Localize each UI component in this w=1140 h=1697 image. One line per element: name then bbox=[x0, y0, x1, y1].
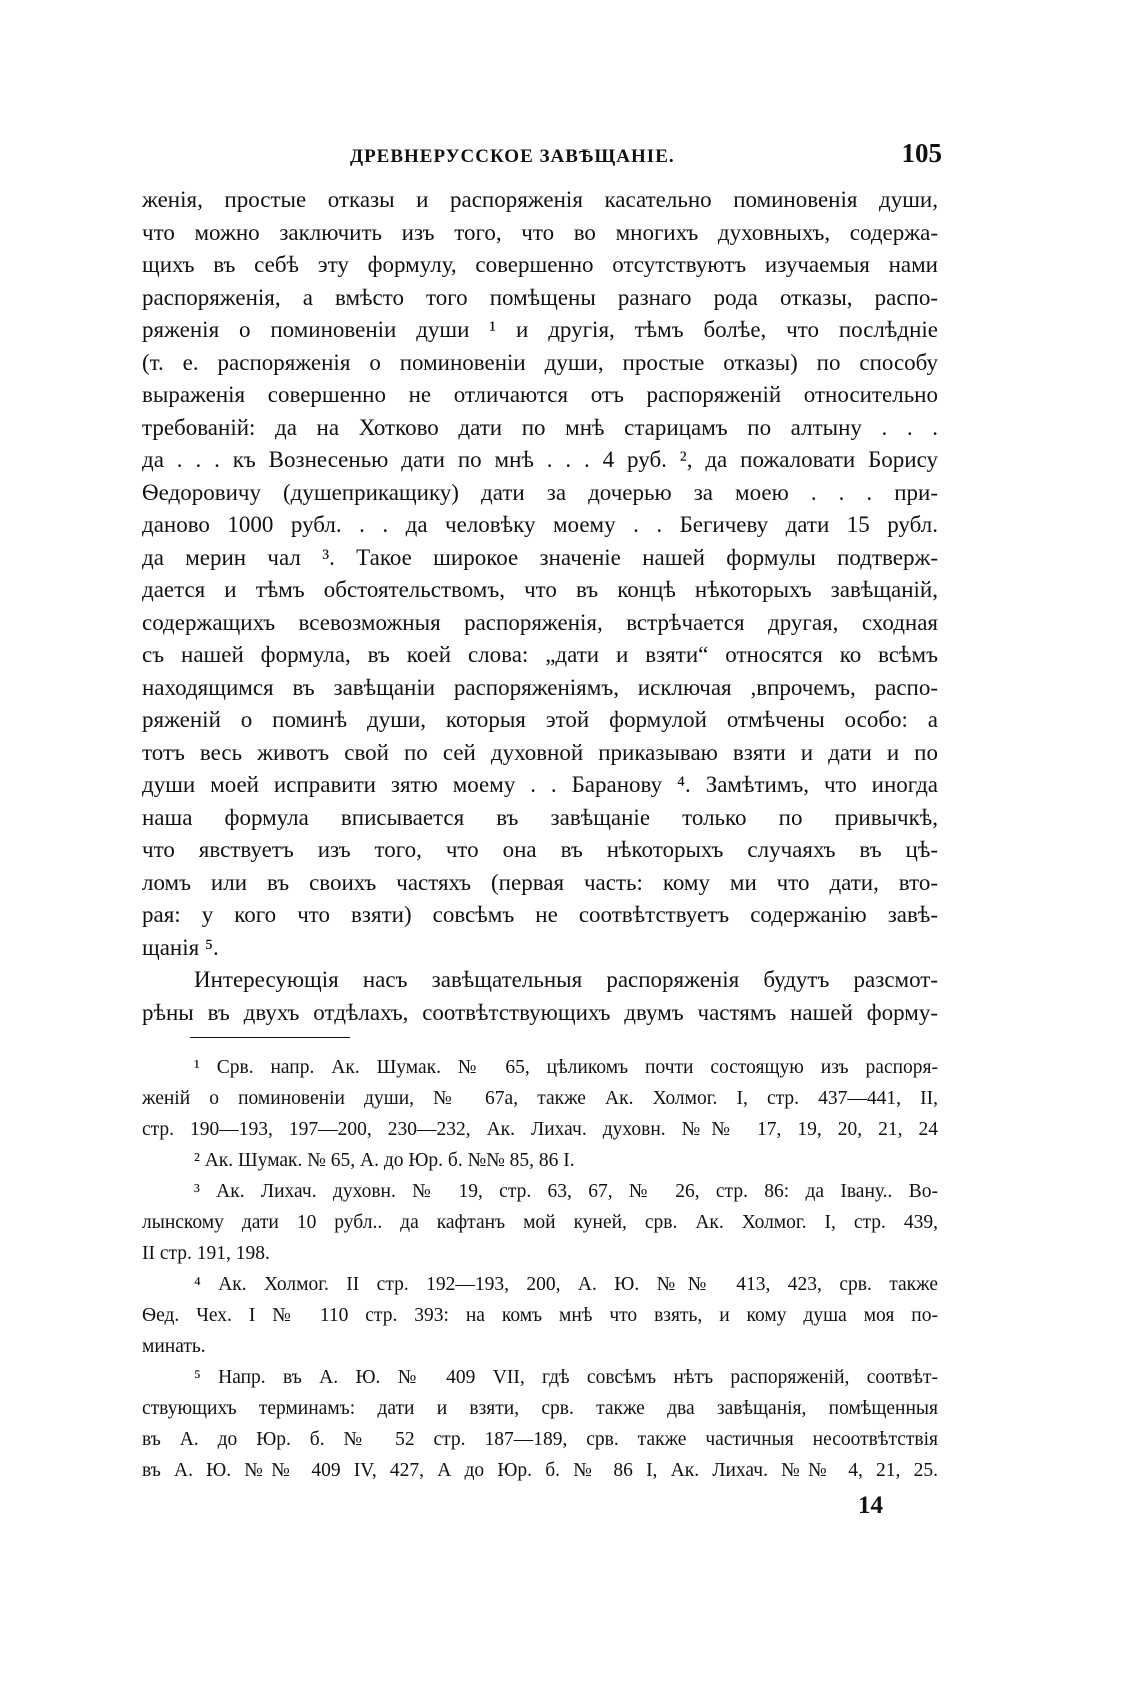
paragraph-first-line: Интересующія насъ завѣщательныя распоряженія будутъ разсмот- bbox=[194, 967, 938, 992]
text-line: даново 1000 рубл. . . да человѣку моему . . Бегичеву дати 15 рубл. bbox=[142, 512, 938, 537]
text-line: наша формула вписывается въ завѣщаніе только по привычкѣ, bbox=[142, 804, 938, 830]
text-line: что явствуетъ изъ того, что она въ нѣкоторыхъ случаяхъ въ цѣ- bbox=[142, 837, 938, 862]
page-number: 105 bbox=[901, 138, 942, 168]
text-line: души моей исправити зятю моему . . Баранову ⁴. Замѣтимъ, что иногда bbox=[142, 772, 938, 797]
text-line: ломъ или въ своихъ частяхъ (первая часть: кому ми что дати, вто- bbox=[142, 869, 938, 895]
text-line: съ нашей формула, въ коей слова: „дати и взяти“ относятся ко всѣмъ bbox=[142, 642, 938, 667]
text-line: Ѳедоровичу (душеприкащику) дати за дочерью за моею . . . при- bbox=[142, 479, 938, 505]
text-line: ряженія о поминовеніи души ¹ и другія, тѣмъ болѣе, что послѣдніе bbox=[142, 317, 938, 342]
footnote-line: въ А. Ю. №№ 409 IV, 427, А до Юр. б. № 86 I, Ак. Лихач. №№ 4, 21, 25. bbox=[142, 1460, 938, 1481]
footnote-line: женій о поминовеніи души, № 67а, также Ак. Холмог. I, стр. 437—441, II, bbox=[142, 1088, 938, 1109]
footnote-line: минать. bbox=[142, 1336, 206, 1357]
text-line: что можно заключить изъ того, что во многихъ духовныхъ, содержа- bbox=[142, 219, 938, 245]
footnote-3 bbox=[142, 1176, 938, 1269]
footnote-line: ствующихъ терминамъ: дати и взяти, срв. также два завѣщанія, помѣщенныя bbox=[142, 1398, 938, 1419]
footnotes bbox=[142, 1052, 938, 1486]
text-line: содержащихъ всевозможныя распоряженія, встрѣчается другая, сходная bbox=[142, 609, 938, 635]
footnote-line: ³ Ак. Лихач. духовн. № 19, стр. 63, 67, № 26, стр. 86: да Івану.. Во- bbox=[194, 1181, 938, 1202]
text-line: да мерин чал ³. Такое широкое значеніе нашей формулы подтверж- bbox=[142, 544, 938, 570]
footnote-1 bbox=[142, 1052, 938, 1145]
text-line: да . . . къ Вознесенью дати по мнѣ . . . 4 руб. ², да пожаловати Борису bbox=[142, 447, 938, 472]
text-line: находящимся въ завѣщаніи распоряженіямъ, исключая ,впрочемъ, распо- bbox=[142, 674, 938, 700]
text-line: распоряженія, а вмѣсто того помѣщены разнаго рода отказы, распо- bbox=[142, 284, 938, 310]
footnote-line: Ѳед. Чех. I № 110 стр. 393: на комъ мнѣ что взять, и кому душа моя по- bbox=[142, 1305, 938, 1326]
text-line: щанія ⁵. bbox=[142, 934, 219, 960]
footnote-5 bbox=[142, 1362, 938, 1486]
text-line: выраженія совершенно не отличаются отъ распоряженій относительно bbox=[142, 382, 938, 407]
footnote-line: II стр. 191, 198. bbox=[142, 1243, 270, 1264]
main-text bbox=[142, 184, 938, 1029]
footnote-line: въ А. до Юр. б. № 52 стр. 187—189, срв. также частичныя несоотвѣтствія bbox=[142, 1429, 938, 1450]
text-line: щихъ въ себѣ эту формулу, совершенно отсутствуютъ изучаемыя нами bbox=[142, 252, 938, 277]
footnote-line: ⁵ Напр. въ А. Ю. № 409 VII, гдѣ совсѣмъ нѣтъ распоряженій, соотвѣт- bbox=[194, 1367, 938, 1388]
running-title: ДРЕВНЕРУССКОЕ ЗАВѢЩАНІЕ. bbox=[350, 146, 675, 167]
signature-mark: 14 bbox=[858, 1492, 883, 1519]
page-header bbox=[142, 138, 942, 178]
text-line: требованій: да на Хотково дати по мнѣ старицамъ по алтыну . . . bbox=[142, 414, 938, 440]
text-line: рѣны въ двухъ отдѣлахъ, соотвѣтствующихъ двумъ частямъ нашей форму- bbox=[142, 999, 938, 1025]
footnote-line: ⁴ Ак. Холмог. II стр. 192—193, 200, А. Ю. №№ 413, 423, срв. также bbox=[194, 1274, 938, 1295]
footnote-line: стр. 190—193, 197—200, 230—232, Ак. Лихач. духовн. №№ 17, 19, 20, 21, 24 bbox=[142, 1119, 938, 1140]
footnote-line: ¹ Срв. напр. Ак. Шумак. № 65, цѣликомъ почти состоящую изъ распоря- bbox=[194, 1057, 938, 1078]
footnote-4 bbox=[142, 1269, 938, 1362]
footnote-line: ² Ак. Шумак. № 65, А. до Юр. б. №№ 85, 86 I. bbox=[194, 1150, 575, 1171]
text-line: тотъ весь животъ свой по сей духовной приказываю взяти и дати и по bbox=[142, 739, 938, 765]
text-line: дается и тѣмъ обстоятельствомъ, что въ концѣ нѣкоторыхъ завѣщаній, bbox=[142, 577, 938, 602]
footnote-2 bbox=[142, 1145, 938, 1176]
footnote-line: лынскому дати 10 рубл.. да кафтанъ мой куней, срв. Ак. Холмог. I, стр. 439, bbox=[142, 1212, 938, 1233]
footnote-separator bbox=[190, 1037, 350, 1038]
text-line: (т. е. распоряженія о поминовеніи души, простые отказы) по способу bbox=[142, 349, 938, 375]
text-line: ряженій о поминѣ души, которыя этой формулой отмѣчены особо: а bbox=[142, 707, 938, 732]
text-line: рая: у кого что взяти) совсѣмъ не соотвѣтствуетъ содержанію завѣ- bbox=[142, 902, 938, 927]
text-line: женія, простые отказы и распоряженія касательно поминовенія души, bbox=[142, 187, 938, 212]
